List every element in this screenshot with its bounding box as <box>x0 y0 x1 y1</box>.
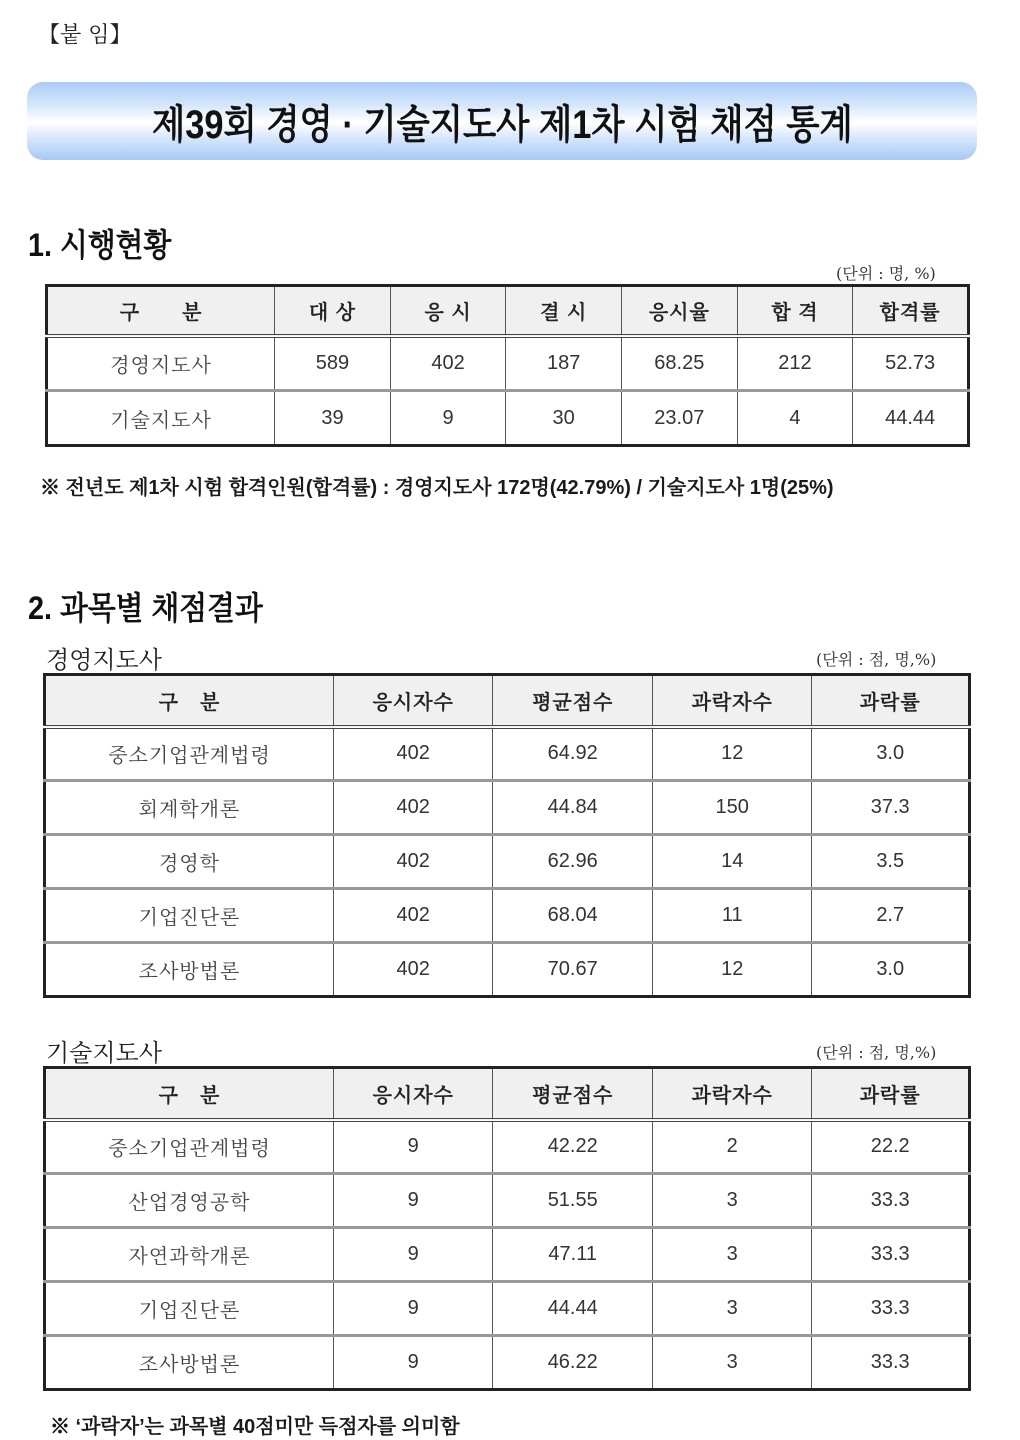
technical-unit-note: (단위 : 점, 명,%) <box>816 1043 937 1062</box>
cell-average: 47.11 <box>493 1228 653 1282</box>
cell-subject: 기업진단론 <box>45 889 334 943</box>
cell-fail-rate: 3.0 <box>812 727 970 781</box>
col-header-pass-rate: 합격률 <box>853 286 969 336</box>
col-header-fail-rate: 과락률 <box>812 675 970 727</box>
cell-fail-rate: 37.3 <box>812 781 970 835</box>
section1-heading: 1. 시행현황 <box>28 227 172 263</box>
cell-fail-rate: 33.3 <box>812 1174 970 1228</box>
cell-fail-count: 2 <box>653 1120 812 1174</box>
cell-subject: 기업진단론 <box>45 1282 334 1336</box>
attachment-label: 【붙 임】 <box>38 23 132 48</box>
col-header-fail-count: 과락자수 <box>653 1068 812 1120</box>
col-header-apply-rate: 응시율 <box>621 286 737 336</box>
col-header-fail-count: 과락자수 <box>652 675 811 727</box>
col-header-examinees: 응시자수 <box>333 675 492 727</box>
cell-absent: 30 <box>506 391 622 446</box>
cell-fail-rate: 2.7 <box>812 889 970 943</box>
row-category: 기술지도사 <box>47 391 275 446</box>
col-header-average: 평균점수 <box>493 1068 653 1120</box>
table-row <box>45 889 970 943</box>
cell-fail-count: 3 <box>653 1282 812 1336</box>
section2-heading: 2. 과목별 채점결과 <box>28 590 263 626</box>
cell-examinees: 402 <box>333 943 492 997</box>
row-category: 경영지도사 <box>47 336 275 391</box>
cell-fail-rate: 33.3 <box>812 1228 970 1282</box>
cell-examinees: 9 <box>334 1120 493 1174</box>
cell-pass-rate: 44.44 <box>853 391 969 446</box>
cell-average: 44.84 <box>493 781 653 835</box>
cell-fail-rate: 22.2 <box>812 1120 970 1174</box>
cell-passed: 4 <box>737 391 853 446</box>
cell-examinees: 402 <box>333 781 492 835</box>
table-row <box>47 391 969 446</box>
table-header-row <box>47 286 969 336</box>
cell-examinees: 9 <box>334 1336 493 1390</box>
col-header-passed: 합 격 <box>737 286 853 336</box>
cell-average: 62.96 <box>493 835 653 889</box>
cell-passed: 212 <box>737 336 853 391</box>
cell-fail-count: 12 <box>652 727 811 781</box>
cell-applied: 9 <box>390 391 506 446</box>
technical-subheading: 기술지도사 <box>46 1040 162 1067</box>
table-row <box>45 1336 970 1390</box>
cell-target: 589 <box>275 336 391 391</box>
col-header-applied: 응 시 <box>390 286 506 336</box>
cell-subject: 중소기업관계법령 <box>45 727 334 781</box>
cell-pass-rate: 52.73 <box>853 336 969 391</box>
cell-examinees: 402 <box>333 835 492 889</box>
col-header-target: 대 상 <box>275 286 391 336</box>
cell-fail-rate: 33.3 <box>812 1336 970 1390</box>
table-row <box>45 1120 970 1174</box>
section1-unit-note: (단위 : 명, %) <box>836 264 936 283</box>
cell-fail-count: 14 <box>652 835 811 889</box>
table-row <box>45 943 970 997</box>
cell-subject: 경영학 <box>45 835 334 889</box>
document-title: 제39회 경영 · 기술지도사 제1차 시험 채점 통계 <box>151 102 853 147</box>
col-header-average: 평균점수 <box>493 675 653 727</box>
col-header-subject: 구 분 <box>45 675 334 727</box>
cell-subject: 조사방법론 <box>45 1336 334 1390</box>
management-subject-table <box>43 673 971 998</box>
cell-examinees: 402 <box>333 727 492 781</box>
cell-examinees: 9 <box>334 1282 493 1336</box>
table-row <box>45 1282 970 1336</box>
exam-status-table <box>45 284 970 447</box>
cell-average: 51.55 <box>493 1174 653 1228</box>
cell-subject: 중소기업관계법령 <box>45 1120 334 1174</box>
cell-apply-rate: 68.25 <box>621 336 737 391</box>
cell-fail-rate: 3.0 <box>812 943 970 997</box>
col-header-absent: 결 시 <box>506 286 622 336</box>
col-header-fail-rate: 과락률 <box>812 1068 970 1120</box>
cell-average: 64.92 <box>493 727 653 781</box>
cell-fail-rate: 33.3 <box>812 1282 970 1336</box>
cell-fail-count: 3 <box>653 1336 812 1390</box>
cell-fail-count: 12 <box>652 943 811 997</box>
cell-absent: 187 <box>506 336 622 391</box>
management-subheading: 경영지도사 <box>46 647 162 674</box>
cell-fail-count: 3 <box>653 1174 812 1228</box>
cell-applied: 402 <box>390 336 506 391</box>
cell-subject: 회계학개론 <box>45 781 334 835</box>
cell-fail-count: 11 <box>652 889 811 943</box>
table-header-row <box>45 675 970 727</box>
cell-average: 68.04 <box>493 889 653 943</box>
cell-subject: 산업경영공학 <box>45 1174 334 1228</box>
cell-examinees: 402 <box>333 889 492 943</box>
previous-year-note: ※ 전년도 제1차 시험 합격인원(합격률) : 경영지도사 172명(42.79%) / 기술지도사 1명(25%) <box>40 477 834 499</box>
table-row <box>45 835 970 889</box>
cell-fail-count: 3 <box>653 1228 812 1282</box>
table-row <box>45 1228 970 1282</box>
table-row <box>45 1174 970 1228</box>
col-header-examinees: 응시자수 <box>334 1068 493 1120</box>
cell-subject: 자연과학개론 <box>45 1228 334 1282</box>
cell-average: 42.22 <box>493 1120 653 1174</box>
table-row <box>47 336 969 391</box>
management-unit-note: (단위 : 점, 명,%) <box>816 650 937 669</box>
cell-fail-rate: 3.5 <box>812 835 970 889</box>
cell-examinees: 9 <box>334 1228 493 1282</box>
fail-definition-note: ※ ‘과락자’는 과목별 40점미만 득점자를 의미함 <box>50 1416 460 1438</box>
cell-apply-rate: 23.07 <box>621 391 737 446</box>
cell-average: 46.22 <box>493 1336 653 1390</box>
table-row <box>45 727 970 781</box>
cell-subject: 조사방법론 <box>45 943 334 997</box>
technical-subject-table <box>43 1066 971 1391</box>
col-header-category: 구 분 <box>47 286 275 336</box>
cell-average: 70.67 <box>493 943 653 997</box>
table-header-row <box>45 1068 970 1120</box>
cell-fail-count: 150 <box>652 781 811 835</box>
title-banner <box>27 82 977 160</box>
cell-target: 39 <box>275 391 391 446</box>
cell-examinees: 9 <box>334 1174 493 1228</box>
col-header-subject: 구 분 <box>45 1068 334 1120</box>
table-row <box>45 781 970 835</box>
cell-average: 44.44 <box>493 1282 653 1336</box>
